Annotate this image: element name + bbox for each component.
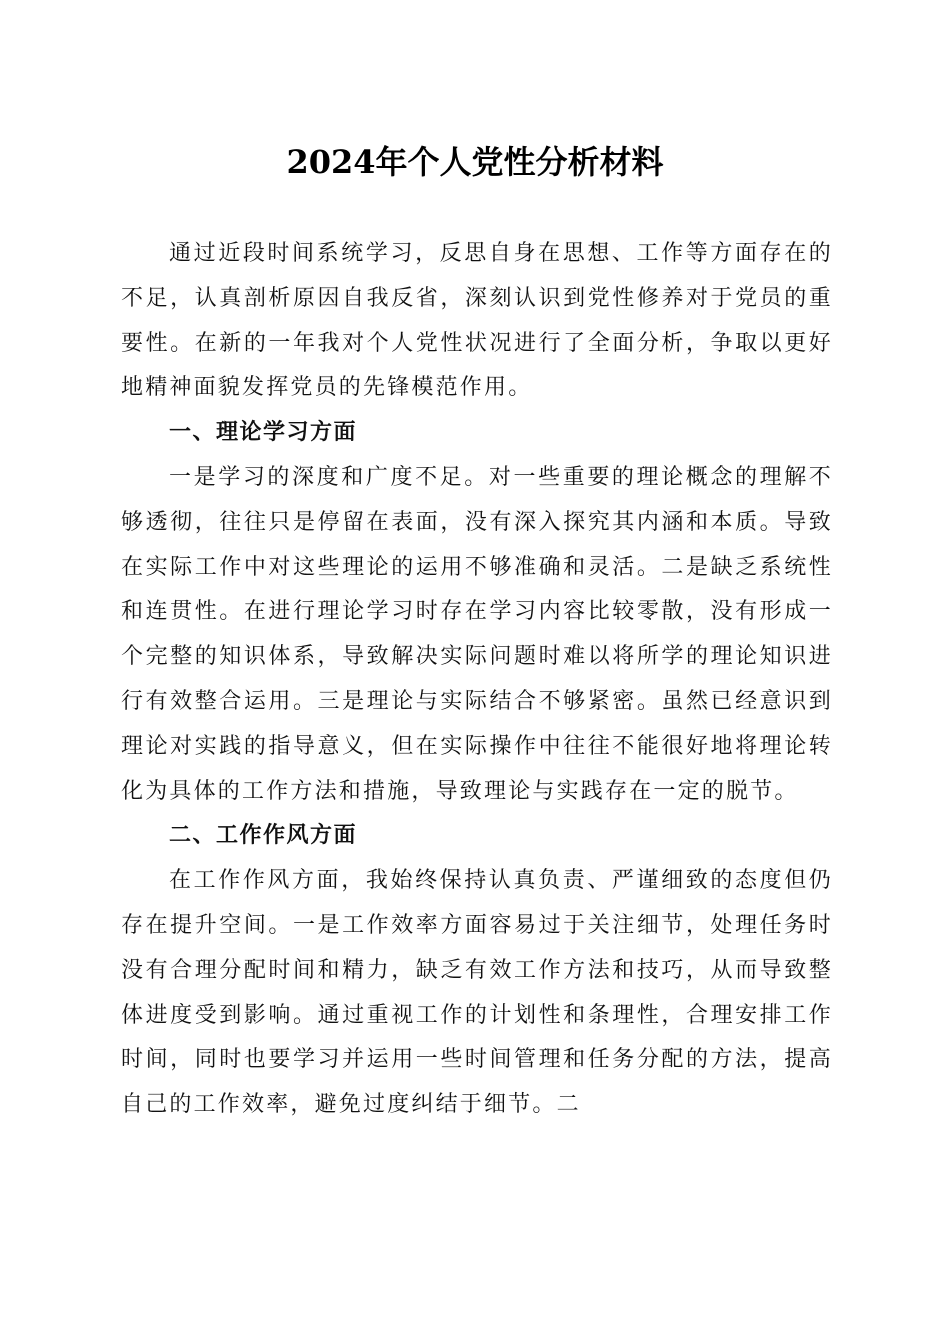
section-paragraph-work-style: 在工作作风方面，我始终保持认真负责、严谨细致的态度但仍存在提升空间。一是工作效率方面容易过于关注细节，处理任务时没有合理分配时间和精力，缺乏有效工作方法和技巧，从而导致整体进度受到影响。通过重视工作的计划性和条理性，合理安排工作时间，同时也要学习并运用一些时间管理和任务分配的方法，提高自己的工作效率，避免过度纠结于细节。二: [121, 868, 833, 1118]
section-heading-theory-study: 一、理论学习方面: [169, 420, 358, 446]
section-heading-work-style: 二、工作作风方面: [169, 823, 358, 849]
intro-paragraph: 通过近段时间系统学习，反思自身在思想、工作等方面存在的不足，认真剖析原因自我反省，深刻认识到党性修养对于党员的重要性。在新的一年我对个人党性状况进行了全面分析，争取以更好地精神面貌发挥党员的先锋模范作用。: [121, 241, 833, 401]
document-title: 2024年个人党性分析材料: [286, 143, 664, 181]
document-body: [121, 232, 833, 1128]
section-paragraph-theory-study: 一是学习的深度和广度不足。对一些重要的理论概念的理解不够透彻，往往只是停留在表面，没有深入探究其内涵和本质。导致在实际工作中对这些理论的运用不够准确和灵活。二是缺乏系统性和连贯性。在进行理论学习时存在学习内容比较零散，没有形成一个完整的知识体系，导致解决实际问题时难以将所学的理论知识进行有效整合运用。三是理论与实际结合不够紧密。虽然已经意识到理论对实践的指导意义，但在实际操作中往往不能很好地将理论转化为具体的工作方法和措施，导致理论与实践存在一定的脱节。: [121, 464, 833, 804]
